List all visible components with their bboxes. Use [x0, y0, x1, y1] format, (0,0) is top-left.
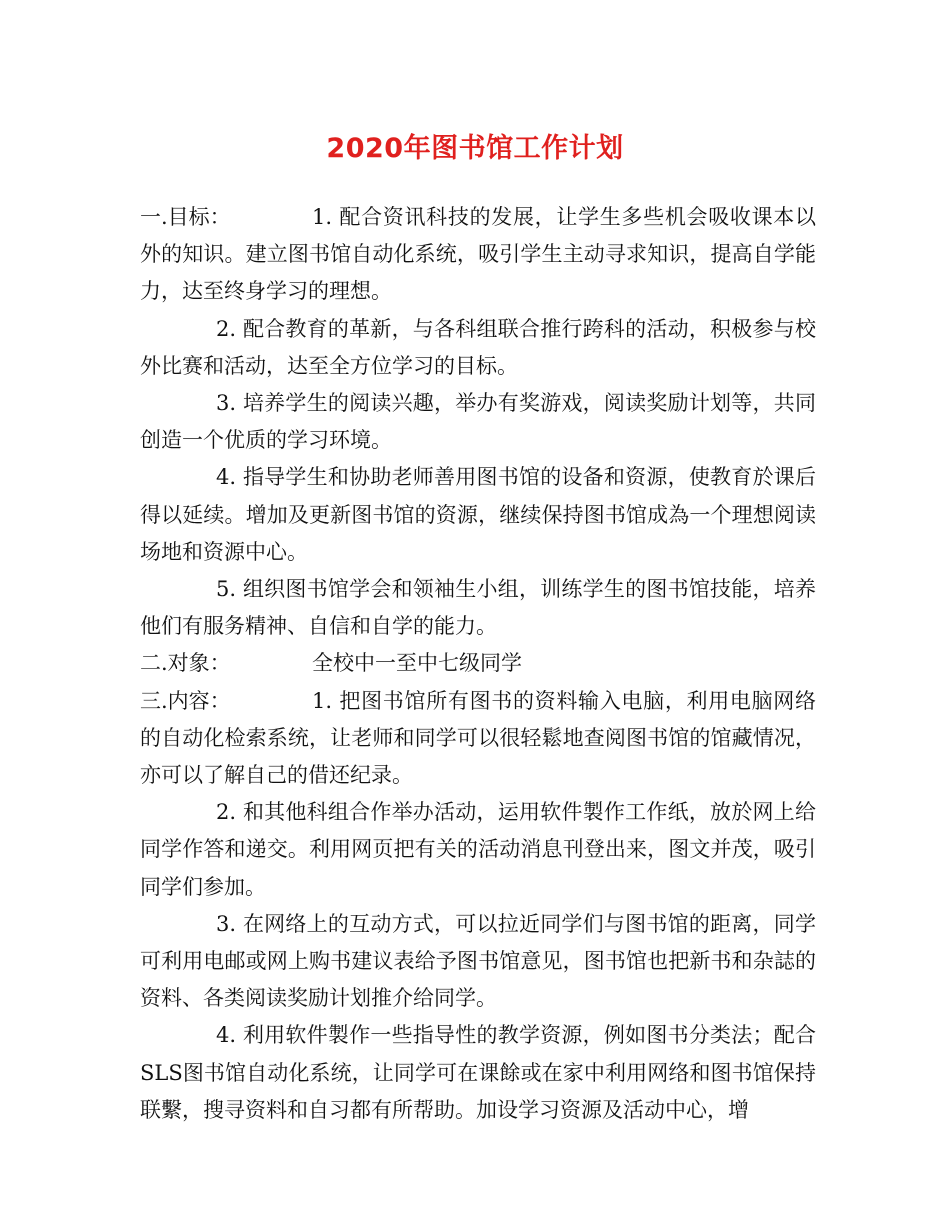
document-body	[140, 199, 816, 1129]
goals-paragraph-5	[140, 571, 816, 645]
goals-paragraph-3	[140, 385, 816, 459]
content-item-2: 2. 和其他科组合作举办活动，运用软件製作工作纸，放於网上给同学作答和递交。利用网页把有关的活动消息刊登出来，图文并茂，吸引同学们参加。	[140, 800, 816, 899]
goals-paragraph-2	[140, 311, 816, 385]
goals-paragraph-4	[140, 459, 816, 571]
content-item-4: 4. 利用软件製作一些指导性的教学资源，例如图书分类法；配合SLS图书馆自动化系统，让同学可在课餘或在家中利用网络和图书馆保持联繫，搜寻资料和自习都有所帮助。加设学习资源及活动中心，增	[140, 1023, 816, 1122]
goals-item-4: 4. 指导学生和协助老师善用图书馆的设备和资源，使教育於课后得以延续。增加及更新图书馆的资源，继续保持图书馆成為一个理想阅读场地和资源中心。	[140, 465, 816, 564]
goals-item-1: 1. 配合资讯科技的发展，让学生多些机会吸收课本以外的知识。建立图书馆自动化系统，吸引学生主动寻求知识，提高自学能力，达至终身学习的理想。	[140, 205, 816, 304]
content-item-1: 1. 把图书馆所有图书的资料输入电脑，利用电脑网络的自动化检索系统，让老师和同学可以很轻鬆地查阅图书馆的馆藏情况，亦可以了解自己的借还纪录。	[140, 688, 816, 788]
content-paragraph-2	[140, 794, 816, 906]
content-paragraph-4	[140, 1017, 816, 1129]
goals-item-3: 3. 培养学生的阅读兴趣，举办有奖游戏，阅读奖励计划等，共同创造一个优质的学习环境。	[140, 391, 816, 453]
target-text: 全校中一至中七级同学	[312, 651, 522, 676]
goals-paragraph-1	[140, 199, 816, 311]
content-paragraph-3	[140, 906, 816, 1018]
goals-item-5: 5. 组织图书馆学会和领袖生小组，训练学生的图书馆技能，培养他们有服务精神、自信和自学的能力。	[140, 577, 816, 639]
content-paragraph-1	[140, 683, 816, 795]
content-item-3: 3. 在网络上的互动方式，可以拉近同学们与图书馆的距离，同学可利用电邮或网上购书建议表给予图书馆意见，图书馆也把新书和杂誌的资料、各类阅读奖励计划推介给同学。	[140, 911, 816, 1011]
content-label: 三.内容：	[140, 688, 231, 713]
target-label: 二.对象：	[140, 651, 231, 676]
goals-label: 一.目标：	[140, 205, 231, 229]
target-paragraph	[140, 645, 816, 682]
document-title: 2020年图书馆工作计划	[326, 133, 624, 164]
goals-item-2: 2. 配合教育的革新，与各科组联合推行跨科的活动，积极参与校外比赛和活动，达至全方位学习的目标。	[140, 316, 816, 378]
